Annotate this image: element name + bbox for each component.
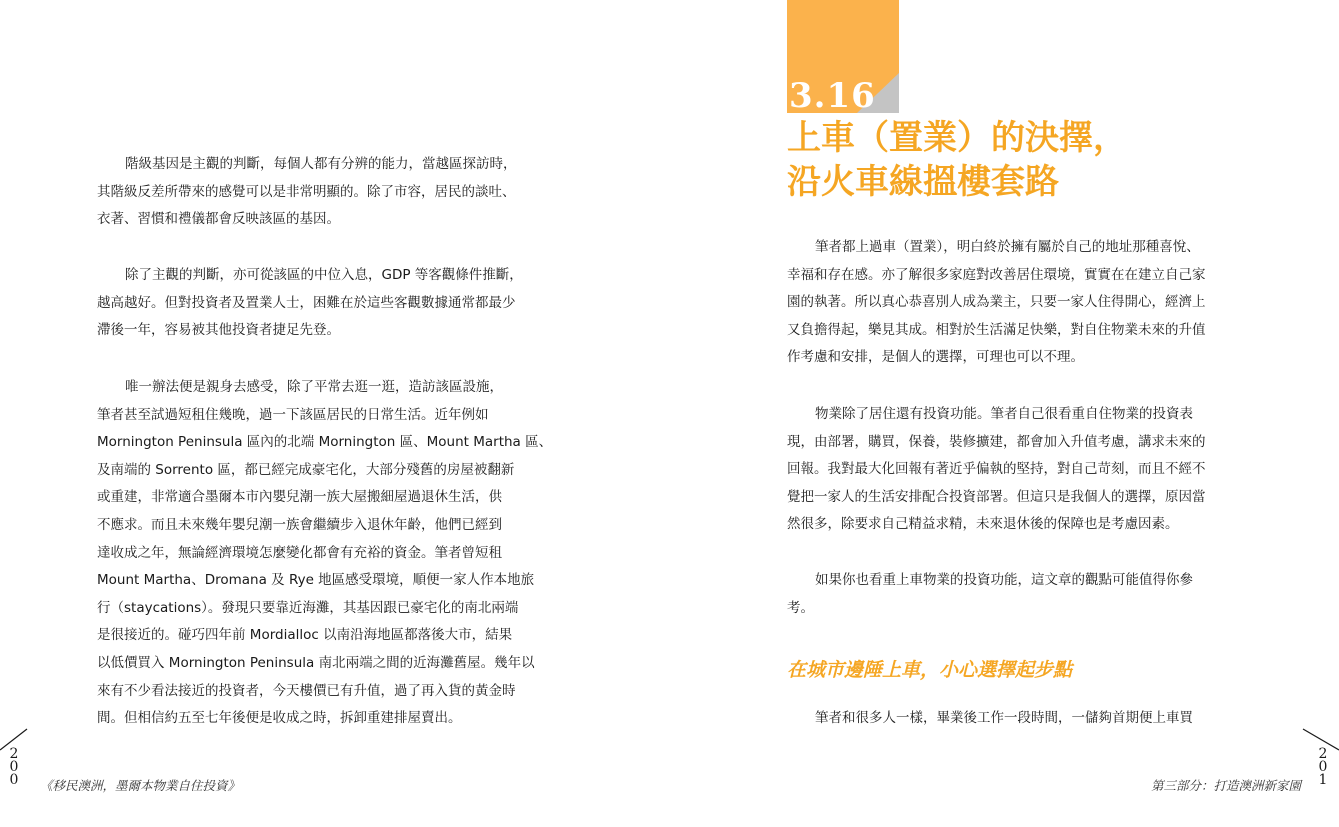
text-line: 物業除了居住還有投資功能。筆者自己很看重自住物業的投資表: [815, 406, 1193, 422]
text-line: 間。但相信約五至七年後便是收成之時，拆卸重建排屋賣出。: [97, 710, 462, 727]
text-line: 不應求。而且未來幾年嬰兒潮一族會繼續步入退休年齡，他們已經到: [97, 516, 502, 533]
page-number-digit: 1: [1318, 772, 1328, 788]
page-number-digit: 2: [9, 746, 19, 762]
text-line: 越高越好。但對投資者及置業人士，困難在於這些客觀數據通常都最少: [97, 294, 516, 311]
text-line: Mount Martha、Dromana 及 Rye 地區感受環境，順便一家人作本地旅: [97, 572, 535, 589]
chapter-title-line: 上車（置業）的決擇，: [787, 118, 1127, 158]
text-line: 唯一辦法便是親身去感受，除了平常去逛一逛，造訪該區設施，: [125, 379, 503, 395]
corner-line-left: [0, 726, 40, 756]
text-line: 或重建，非常適合墨爾本市內嬰兒潮一族大屋搬細屋過退休生活，供: [97, 489, 502, 506]
chapter-number: 3.16: [789, 76, 876, 116]
text-line: 然很多，除要求自己精益求精，未來退休後的保障也是考慮因素。: [787, 516, 1179, 533]
page-number-left: [8, 748, 20, 787]
page-number-digit: 2: [1318, 746, 1328, 762]
text-line: 來有不少看法接近的投資者，今天樓價已有升值，過了再入貨的黃金時: [97, 682, 516, 699]
text-line: 及南端的 Sorrento 區，都已經完成豪宅化，大部分殘舊的房屋被翻新: [97, 461, 515, 478]
section-subheading: 在城市邊陲上車，小心選擇起步點: [787, 659, 1073, 681]
text-line: 達收成之年，無論經濟環境怎麼變化都會有充裕的資金。筆者曾短租: [97, 544, 502, 561]
chapter-title: [787, 116, 1127, 204]
page-number-digit: 0: [9, 772, 19, 788]
footer-section-title: 第三部分：打造澳洲新家園: [1150, 778, 1301, 793]
left-paragraph-3: [97, 374, 553, 733]
text-line: 考。: [787, 599, 814, 616]
text-line: 覺把一家人的生活安排配合投資部署。但這只是我個人的選擇，原因當: [787, 488, 1206, 505]
text-line: 現，由部署，購買，保養，裝修擴建，都會加入升值考慮，講求未來的: [787, 433, 1206, 450]
text-line: 如果你也看重上車物業的投資功能，這文章的觀點可能值得你參: [815, 572, 1193, 588]
right-paragraph-2: [787, 401, 1242, 539]
text-line: 行（staycations）。發現只要靠近海灘，其基因跟已豪宅化的南北兩端: [97, 599, 519, 616]
text-line: 滯後一年，容易被其他投資者捷足先登。: [97, 322, 340, 339]
text-line: 回報。我對最大化回報有著近乎偏執的堅持，對自己苛刻，而且不經不: [787, 461, 1206, 478]
right-paragraph-3: [787, 567, 1242, 622]
right-paragraph-4: [787, 705, 1242, 733]
text-line: 衣著、習慣和禮儀都會反映該區的基因。: [97, 211, 340, 228]
page-number-digit: 0: [9, 759, 19, 775]
text-line: 筆者都上過車（置業），明白終於擁有屬於自己的地址那種喜悅、: [815, 239, 1200, 255]
text-line: 園的執著。所以真心恭喜別人成為業主，只要一家人住得開心，經濟上: [787, 294, 1206, 311]
text-line: 筆者和很多人一樣，畢業後工作一段時間，一儲夠首期便上車買: [815, 710, 1193, 726]
text-line: 幸福和存在感。亦了解很多家庭對改善居住環境，實實在在建立自己家: [787, 266, 1206, 283]
text-line: 階級基因是主觀的判斷，每個人都有分辨的能力，當越區探訪時，: [125, 156, 517, 172]
left-paragraph-1: [97, 151, 549, 234]
text-line: 筆者甚至試過短租住幾晚，過一下該區居民的日常生活。近年例如: [97, 406, 489, 423]
chapter-title-line: 沿火車線搵樓套路: [787, 162, 1059, 202]
left-paragraph-2: [97, 262, 549, 345]
footer-book-title: 《移民澳洲，墨爾本物業自住投資》: [40, 778, 241, 793]
text-line: 又負擔得起，樂見其成。相對於生活滿足快樂，對自住物業未來的升值: [787, 321, 1206, 338]
page-number-right: [1317, 748, 1329, 787]
text-line: Mornington Peninsula 區內的北端 Mornington 區、Mount Martha 區、: [97, 434, 553, 451]
text-line: 其階級反差所帶來的感覺可以是非常明顯的。除了市容，居民的談吐、: [97, 183, 516, 200]
text-line: 作考慮和安排，是個人的選擇，可理也可以不理。: [787, 349, 1084, 366]
text-line: 以低價買入 Mornington Peninsula 南北兩端之間的近海灘舊屋。幾年以: [97, 654, 535, 671]
left-page: [0, 0, 669, 827]
right-paragraph-1: [787, 234, 1242, 372]
text-line: 除了主觀的判斷，亦可從該區的中位入息，GDP 等客觀條件推斷，: [125, 267, 523, 283]
page-number-digit: 0: [1318, 759, 1328, 775]
text-line: 是很接近的。碰巧四年前 Mordialloc 以南沿海地區都落後大市，結果: [97, 627, 513, 644]
